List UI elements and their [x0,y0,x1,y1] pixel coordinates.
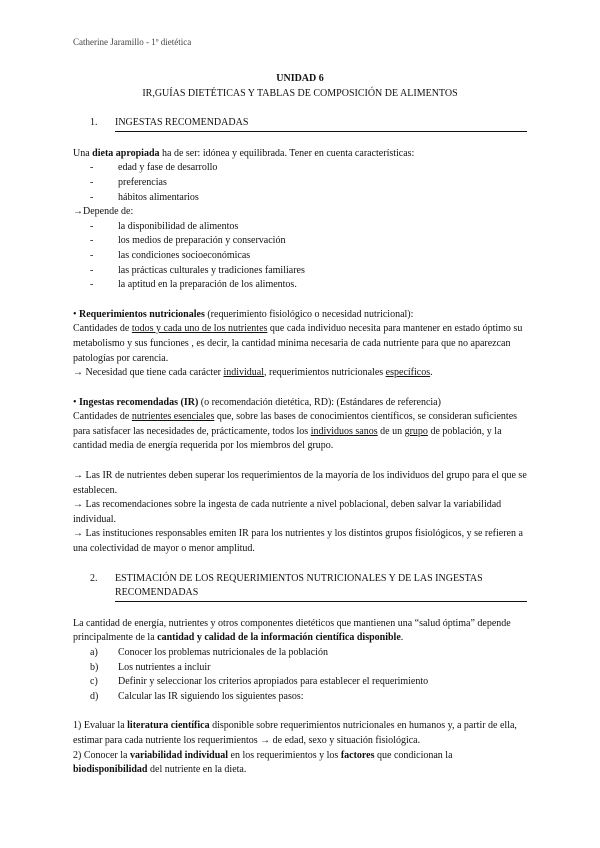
list-item: - las prácticas culturales y tradiciones familiares [90,264,305,276]
step-1-paragraph: 1) Evaluar la literatura científica disponible sobre requerimientos nutricionales en humanos y, a partir de ella, estimar para cada nutriente los requerimientos → de edad, sexo y situación fisiológica. [73,720,517,746]
step-2-paragraph: 2) Conocer la variabilidad individual en los requerimientos y los factores que condicionan la biodisponibilidad del nutriente en la dieta. [73,749,453,776]
section-title: INGESTAS RECOMENDADAS [115,116,527,132]
section-title: ESTIMACIÓN DE LOS REQUERIMIENTOS NUTRICIONALES Y DE LAS INGESTAS RECOMENDADAS [115,572,527,602]
page-header: Catherine Jaramillo - 1º dietética [73,37,192,47]
unit-title: UNIDAD 6 [276,73,324,84]
section-number: 2. [90,572,98,584]
list-item: - las condiciones socioeconómicas [90,249,251,261]
characteristics-list [73,161,527,205]
section-number: 1. [90,117,98,129]
diet-intro: Una dieta apropiada ha de ser: idónea y equilibrada. Tener en cuenta características: [73,147,415,159]
list-item: d) Calcular las IR siguiendo los siguientes pasos: [90,690,304,702]
list-item: - los medios de preparación y conservación [90,235,286,247]
note: → Las instituciones responsables emiten IR para los nutrientes y los distintos grupos fisiológicos, y se refieren a una colectividad de mayor o menor amplitud. [73,528,523,555]
steps-list [73,646,527,704]
list-item: b) Los nutrientes a incluir [90,661,211,673]
recommended-intakes-block: • Ingestas recomendadas (IR) (o recomendación dietética, RD): (Estándares de referencia) Cantidades de nutrientes esenciales que, sobre las bases de conocimientos científicos, se consideran suficientes para satisfacer las necesidades de, prácticamente, todos los individuos sanos de un grupo de población, y la cantidad media de energía requerida por los miembros del grupo. [73,396,518,452]
requirements-block: • Requerimientos nutricionales (requerimiento fisiológico o necesidad nutricional): Cantidades de todos y cada uno de los nutrientes que cada individuo necesita para mantener en estado óptimo su metabolismo y sus funciones , es decir, la cantidad mínima necesaria de cada nutriente para que no aparezcan patologías por carencia. → Necesidad que tiene cada carácter individual, requerimientos nutricionales específicos. [73,308,523,379]
list-item: a) Conocer los problemas nutricionales de la población [90,647,328,658]
note: → Las recomendaciones sobre la ingesta de cada nutriente a nivel poblacional, deben salvar la variabilidad individual. [73,499,502,525]
list-item: - preferencias [90,176,167,188]
list-item: - hábitos alimentarios [90,191,199,203]
list-item: c) Definir y seleccionar los criterios apropiados para establecer el requerimiento [90,676,429,688]
section-2-heading [73,572,527,602]
list-item: - edad y fase de desarrollo [90,162,218,174]
ir-notes [73,469,527,557]
section-1-heading [73,116,527,132]
document-body [73,72,527,778]
depends-label: →Depende de: [73,206,134,218]
section-2-intro: La cantidad de energía, nutrientes y otros componentes dietéticos que mantienen una “salud óptima” depende principalmente de la cantidad y calidad de la información científica disponible. [73,617,511,644]
list-item: - la disponibilidad de alimentos [90,220,239,232]
unit-subtitle: IR,GUÍAS DIETÉTICAS Y TABLAS DE COMPOSICIÓN DE ALIMENTOS [142,87,458,99]
note: → Las IR de nutrientes deben superar los requerimientos de la mayoría de los individuos del grupo para el que se establecen. [73,470,527,496]
list-item: - la aptitud en la preparación de los alimentos. [90,279,297,291]
depends-list [73,220,527,293]
